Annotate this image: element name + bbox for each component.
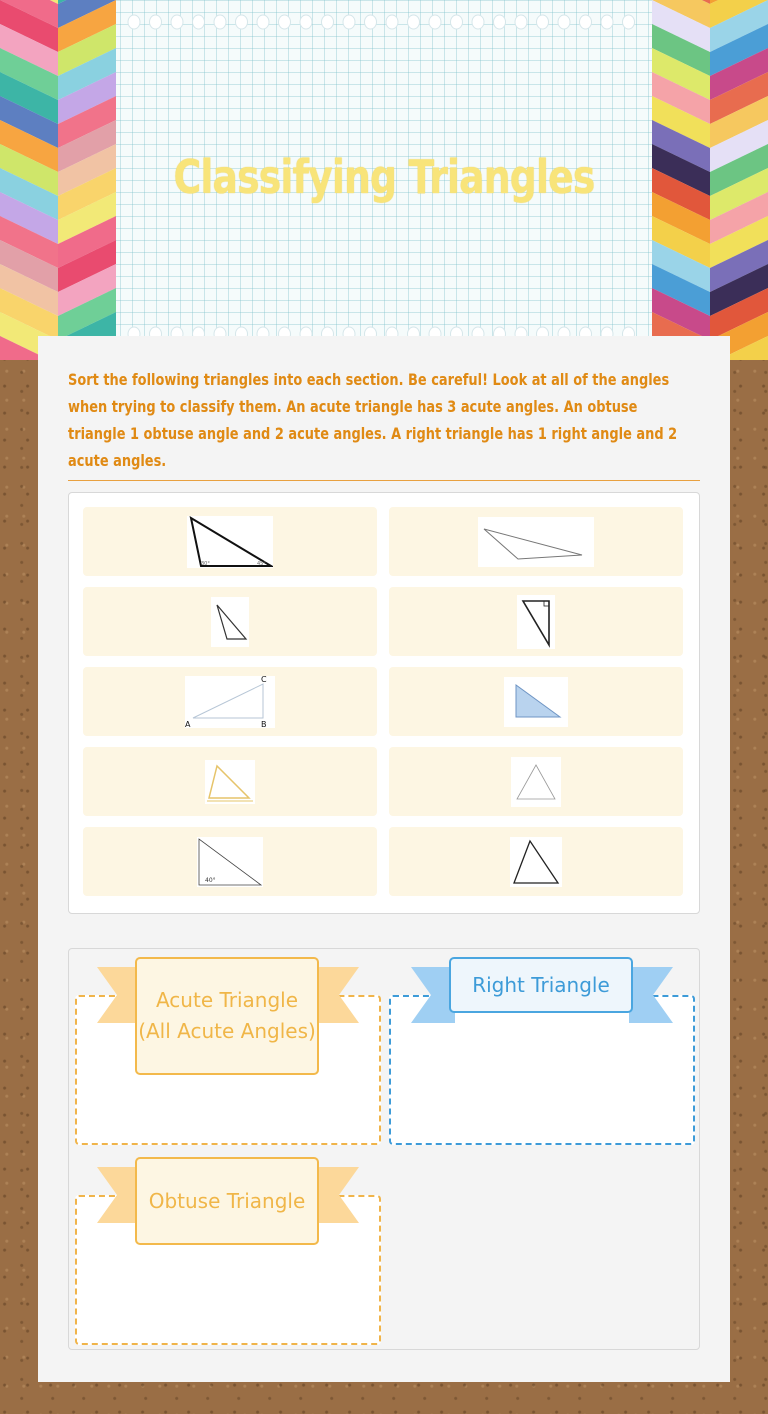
notebook-hole xyxy=(537,15,549,29)
notebook-holes-top xyxy=(126,14,642,30)
worksheet-card xyxy=(38,336,730,1382)
right-triangle-square-image xyxy=(517,595,555,649)
notebook-hole xyxy=(171,15,183,29)
notebook-hole xyxy=(515,15,527,29)
draggable-item-7[interactable] xyxy=(83,747,377,816)
draggable-item-8[interactable] xyxy=(389,747,683,816)
svg-text:C: C xyxy=(261,675,267,684)
divider xyxy=(68,480,700,481)
isosceles-acute-triangle-image xyxy=(511,757,561,807)
svg-text:45°: 45° xyxy=(257,560,266,567)
notebook-hole xyxy=(580,15,592,29)
obtuse-triangle-image xyxy=(187,516,273,568)
notebook-hole xyxy=(322,15,334,29)
draggable-item-4[interactable] xyxy=(389,587,683,656)
blue-right-triangle-image xyxy=(504,677,568,727)
notebook-hole xyxy=(365,15,377,29)
notebook-hole xyxy=(558,15,570,29)
notebook-hole xyxy=(386,15,398,29)
chevron-pattern-left xyxy=(0,0,116,360)
categories-area xyxy=(68,948,700,1350)
draggable-item-3[interactable] xyxy=(83,587,377,656)
header-banner xyxy=(0,0,768,360)
notebook-hole xyxy=(128,15,140,29)
notebook-hole xyxy=(236,15,248,29)
long-obtuse-triangle-image xyxy=(478,517,594,567)
category-label-acute: Acute Triangle (All Acute Angles) xyxy=(135,957,319,1075)
notebook-hole xyxy=(343,15,355,29)
chevron-pattern-right xyxy=(652,0,768,360)
draggable-items-area xyxy=(68,492,700,914)
notebook-hole xyxy=(601,15,613,29)
svg-text:40°: 40° xyxy=(205,876,216,884)
notebook-hole xyxy=(279,15,291,29)
notebook-hole xyxy=(193,15,205,29)
category-label-obtuse: Obtuse Triangle xyxy=(135,1157,319,1245)
notebook-hole xyxy=(451,15,463,29)
draggable-item-2[interactable] xyxy=(389,507,683,576)
notebook-hole xyxy=(623,15,635,29)
notebook-hole xyxy=(408,15,420,29)
page-title: Classifying Triangles xyxy=(173,150,595,204)
notebook-hole xyxy=(214,15,226,29)
notebook-hole xyxy=(257,15,269,29)
small-obtuse-triangle-image xyxy=(211,597,249,647)
draggable-item-5[interactable] xyxy=(83,667,377,736)
instructions-text: Sort the following triangles into each section. Be careful! Look at all of the angles when trying to classify them. An acute triangle has 3 acute angles. An obtuse triangle 1 obtuse angle and 2 acute angles. A right triangle has 1 right angle and 2 acute angles. xyxy=(68,370,678,470)
yellow-acute-triangle-image xyxy=(205,760,255,804)
draggable-item-10[interactable] xyxy=(389,827,683,896)
svg-text:B: B xyxy=(261,719,267,728)
category-label-right: Right Triangle xyxy=(449,957,633,1013)
dark-acute-triangle-image xyxy=(510,837,562,887)
notebook-hole xyxy=(429,15,441,29)
notebook-hole xyxy=(494,15,506,29)
svg-text:A: A xyxy=(185,719,191,728)
notebook-hole xyxy=(300,15,312,29)
right-triangle-angle-image xyxy=(197,837,263,887)
draggable-item-6[interactable] xyxy=(389,667,683,736)
draggable-item-1[interactable] xyxy=(83,507,377,576)
notebook-hole xyxy=(472,15,484,29)
notebook-hole xyxy=(150,15,162,29)
svg-text:30°: 30° xyxy=(201,560,210,567)
right-triangle-abc-image xyxy=(185,676,275,728)
draggable-item-9[interactable] xyxy=(83,827,377,896)
